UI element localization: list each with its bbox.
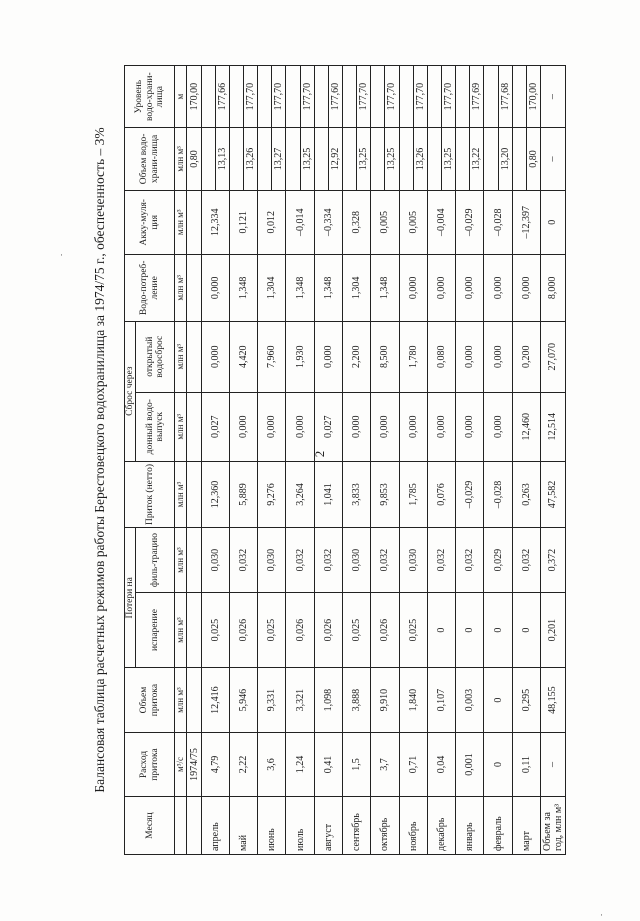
cell-bottom: 0,000 [371, 392, 399, 461]
cell-inflow: 3,888 [342, 668, 370, 732]
cell-spill: 2,200 [342, 321, 370, 392]
month-name: май [229, 797, 257, 855]
cell-net: 0,263 [512, 461, 540, 528]
total-inflow: 48,155 [540, 668, 565, 732]
unit-flow: м³/с [175, 732, 187, 796]
cell-spill: 4,420 [229, 321, 257, 392]
cell-level: 170,00 [526, 66, 540, 128]
cell-inflow: 12,416 [201, 668, 229, 732]
header-bottom-outlet: донный водо-выпуск [136, 392, 175, 461]
cell-filt: 0,030 [258, 528, 286, 592]
cell-evap: 0,026 [314, 592, 342, 668]
initial-volume: 0,80 [187, 128, 201, 190]
cell-vol-blank [258, 128, 272, 190]
cell-level: 177,69 [470, 66, 484, 128]
cell-inflow: 9,331 [258, 668, 286, 732]
cell-level-blank [229, 66, 243, 128]
initial-level: 170,00 [187, 66, 201, 128]
cell-bottom: 0,000 [258, 392, 286, 461]
month-row [229, 66, 243, 855]
month-row [456, 66, 470, 855]
total-level: – [540, 66, 565, 128]
cell-inflow: 0,003 [456, 668, 484, 732]
cell-vol: 13,20 [498, 128, 512, 190]
month-name: июль [286, 797, 314, 855]
month-name: август [314, 797, 342, 855]
cell-spill: 0,000 [456, 321, 484, 392]
total-spill: 27,070 [540, 321, 565, 392]
cell-flow: 3,6 [258, 732, 286, 796]
cell-bottom: 0,000 [427, 392, 455, 461]
cell-vol-blank [484, 128, 498, 190]
cell-level: 177,70 [244, 66, 258, 128]
cell-level-blank [399, 66, 413, 128]
cell-net: 1,785 [399, 461, 427, 528]
cell-inflow: 5,946 [229, 668, 257, 732]
cell-vol: 13,25 [357, 128, 371, 190]
cell-level: 177,70 [272, 66, 286, 128]
cell-filt: 0,030 [399, 528, 427, 592]
cell-accum: 0,121 [229, 190, 257, 254]
cell-filt: 0,032 [456, 528, 484, 592]
cell-filt: 0,032 [314, 528, 342, 592]
header-inflow-volume: Объем притока [125, 668, 175, 732]
cell-accum: 0,005 [399, 190, 427, 254]
cell-level: 177,70 [300, 66, 314, 128]
cell-level-blank [512, 66, 526, 128]
cell-level: 177,70 [413, 66, 427, 128]
total-filt: 0,372 [540, 528, 565, 592]
cell-level-blank [342, 66, 356, 128]
unit-volume: млн м³ [175, 128, 187, 190]
cell-vol-blank [286, 128, 300, 190]
cell-accum: –0,014 [286, 190, 314, 254]
cell-spill: 0,000 [201, 321, 229, 392]
cell-vol: 13,25 [300, 128, 314, 190]
header-net-inflow: Приток (нетто) [125, 461, 175, 528]
unit-month-blank [175, 797, 187, 855]
cell-accum: –0,004 [427, 190, 455, 254]
cell-evap: 0 [456, 592, 484, 668]
total-label: Объем за год, млн м³ [540, 797, 565, 855]
cell-vol: 0,80 [526, 128, 540, 190]
header-reservoir-level: Уровень водо-храни-лища [125, 66, 175, 128]
month-row [286, 66, 300, 855]
cell-inflow: 1,840 [399, 668, 427, 732]
cell-accum: –0,334 [314, 190, 342, 254]
cell-cons: 0,000 [512, 254, 540, 321]
cell-vol-blank [399, 128, 413, 190]
cell-accum: 0,005 [371, 190, 399, 254]
cell-level-blank [201, 66, 215, 128]
cell-level-blank [314, 66, 328, 128]
cell-cons: 1,348 [371, 254, 399, 321]
cell-level: 177,68 [498, 66, 512, 128]
cell-evap: 0,025 [258, 592, 286, 668]
total-net: 47,582 [540, 461, 565, 528]
cell-net: 0,076 [427, 461, 455, 528]
cell-cons: 1,348 [314, 254, 342, 321]
cell-flow: 1,5 [342, 732, 370, 796]
cell-filt: 0,032 [229, 528, 257, 592]
cell-accum: 0,328 [342, 190, 370, 254]
month-row [484, 66, 498, 855]
cell-flow: 0,71 [399, 732, 427, 796]
total-cons: 8,000 [540, 254, 565, 321]
cell-evap: 0,025 [399, 592, 427, 668]
cell-vol-blank [342, 128, 356, 190]
units-row [175, 66, 187, 855]
cell-evap: 0 [427, 592, 455, 668]
initial-row [187, 66, 201, 855]
unit-evap: млн м³ [175, 592, 187, 668]
cell-flow: 0,41 [314, 732, 342, 796]
cell-net: 5,889 [229, 461, 257, 528]
cell-cons: 1,348 [229, 254, 257, 321]
cell-accum: 0,012 [258, 190, 286, 254]
cell-cons: 0,000 [456, 254, 484, 321]
month-row [258, 66, 272, 855]
total-row [540, 66, 565, 855]
cell-net: 9,276 [258, 461, 286, 528]
cell-bottom: 0,027 [314, 392, 342, 461]
unit-accum: млн м³ [175, 190, 187, 254]
cell-filt: 0,029 [484, 528, 512, 592]
month-name: февраль [484, 797, 512, 855]
cell-vol-blank [229, 128, 243, 190]
unit-cons: млн м³ [175, 254, 187, 321]
cell-spill: 0,080 [427, 321, 455, 392]
unit-filt: млн м³ [175, 528, 187, 592]
total-flow: – [540, 732, 565, 796]
month-row [399, 66, 413, 855]
page-number: 2 [312, 450, 327, 458]
cell-evap: 0,026 [229, 592, 257, 668]
balance-table [124, 65, 566, 855]
unit-inflow: млн м³ [175, 668, 187, 732]
unit-net: млн м³ [175, 461, 187, 528]
cell-level-blank [456, 66, 470, 128]
cell-flow: 0 [484, 732, 512, 796]
header-filtration: филь-трацию [136, 528, 175, 592]
cell-bottom: 0,027 [201, 392, 229, 461]
cell-net: –0,028 [484, 461, 512, 528]
cell-bottom: 12,460 [512, 392, 540, 461]
cell-evap: 0,026 [286, 592, 314, 668]
rotated-table-block [90, 65, 564, 855]
header-evaporation: испарение [136, 592, 175, 668]
header-flow: Расход притока [125, 732, 175, 796]
cell-level-blank [371, 66, 385, 128]
total-evap: 0,201 [540, 592, 565, 668]
cell-vol-blank [456, 128, 470, 190]
header-reservoir-volume: Объем водо-храни-лища [125, 128, 175, 190]
cell-evap: 0,025 [201, 592, 229, 668]
cell-vol-blank [371, 128, 385, 190]
month-name: декабрь [427, 797, 455, 855]
cell-bottom: 0,000 [286, 392, 314, 461]
cell-vol-blank [427, 128, 441, 190]
cell-inflow: 0,295 [512, 668, 540, 732]
cell-bottom: 0,000 [484, 392, 512, 461]
cell-vol-blank [512, 128, 526, 190]
cell-net: 3,264 [286, 461, 314, 528]
cell-net: 3,833 [342, 461, 370, 528]
cell-evap: 0,025 [342, 592, 370, 668]
month-name: март [512, 797, 540, 855]
cell-accum: –12,397 [512, 190, 540, 254]
scan-mark: · [600, 910, 603, 920]
cell-level-blank [258, 66, 272, 128]
cell-vol: 12,92 [328, 128, 342, 190]
month-name: октябрь [371, 797, 399, 855]
month-row [314, 66, 328, 855]
unit-spill: млн м³ [175, 321, 187, 392]
cell-evap: 0 [512, 592, 540, 668]
cell-filt: 0,030 [201, 528, 229, 592]
cell-spill: 1,930 [286, 321, 314, 392]
header-losses-group: Потери на [125, 528, 136, 668]
cell-flow: 0,001 [456, 732, 484, 796]
cell-flow: 1,24 [286, 732, 314, 796]
cell-level: 177,70 [357, 66, 371, 128]
cell-vol: 13,26 [413, 128, 427, 190]
cell-spill: 8,500 [371, 321, 399, 392]
header-accumulation: Акку-муля-ция [125, 190, 175, 254]
cell-inflow: 9,910 [371, 668, 399, 732]
scan-mark: · [60, 250, 63, 260]
cell-vol-blank [314, 128, 328, 190]
cell-accum: –0,028 [484, 190, 512, 254]
cell-flow: 2,22 [229, 732, 257, 796]
header-consumption: Водо-потреб-ление [125, 254, 175, 321]
header-discharge-group: Сброс через [125, 321, 136, 461]
cell-flow: 3,7 [371, 732, 399, 796]
cell-spill: 7,960 [258, 321, 286, 392]
cell-flow: 4,79 [201, 732, 229, 796]
cell-net: 9,853 [371, 461, 399, 528]
month-name: январь [456, 797, 484, 855]
month-row [427, 66, 441, 855]
unit-bottom: млн м³ [175, 392, 187, 461]
cell-inflow: 1,098 [314, 668, 342, 732]
cell-filt: 0,030 [342, 528, 370, 592]
cell-cons: 0,000 [484, 254, 512, 321]
cell-spill: 1,780 [399, 321, 427, 392]
cell-filt: 0,032 [512, 528, 540, 592]
cell-vol: 13,26 [244, 128, 258, 190]
cell-level-blank [286, 66, 300, 128]
month-name: июнь [258, 797, 286, 855]
cell-inflow: 0,107 [427, 668, 455, 732]
table-caption: Балансовая таблица расчетных режимов работы Берестовецкого водохранилища за 1974/75 г., обеспеченность – 3% [92, 127, 107, 793]
cell-bottom: 0,000 [456, 392, 484, 461]
cell-inflow: 0 [484, 668, 512, 732]
cell-net: –0,029 [456, 461, 484, 528]
cell-spill: 0,000 [484, 321, 512, 392]
cell-level: 177,70 [385, 66, 399, 128]
cell-filt: 0,032 [427, 528, 455, 592]
cell-accum: –0,029 [456, 190, 484, 254]
cell-filt: 0,032 [286, 528, 314, 592]
cell-level-blank [427, 66, 441, 128]
unit-level: м [175, 66, 187, 128]
cell-level-blank [484, 66, 498, 128]
cell-spill: 0,000 [314, 321, 342, 392]
total-accum: 0 [540, 190, 565, 254]
cell-vol: 13,22 [470, 128, 484, 190]
cell-evap: 0 [484, 592, 512, 668]
cell-filt: 0,032 [371, 528, 399, 592]
header-spillway: открытый водосброс [136, 321, 175, 392]
cell-bottom: 0,000 [342, 392, 370, 461]
cell-spill: 0,200 [512, 321, 540, 392]
cell-bottom: 0,000 [229, 392, 257, 461]
table-body [187, 66, 566, 855]
cell-cons: 1,348 [286, 254, 314, 321]
cell-vol: 13,25 [441, 128, 455, 190]
cell-net: 12,360 [201, 461, 229, 528]
cell-cons: 1,304 [258, 254, 286, 321]
cell-vol: 13,25 [385, 128, 399, 190]
cell-accum: 12,334 [201, 190, 229, 254]
header-month: Месяц [125, 797, 175, 855]
month-name: апрель [201, 797, 229, 855]
cell-vol: 13,27 [272, 128, 286, 190]
month-row [342, 66, 356, 855]
cell-inflow: 3,321 [286, 668, 314, 732]
cell-bottom: 0,000 [399, 392, 427, 461]
total-bottom: 12,514 [540, 392, 565, 461]
cell-level: 177,70 [441, 66, 455, 128]
cell-evap: 0,026 [371, 592, 399, 668]
total-vol: – [540, 128, 565, 190]
cell-flow: 0,11 [512, 732, 540, 796]
month-name: сентябрь [342, 797, 370, 855]
cell-cons: 0,000 [201, 254, 229, 321]
month-name: ноябрь [399, 797, 427, 855]
cell-level: 177,66 [215, 66, 229, 128]
cell-vol: 13,13 [215, 128, 229, 190]
cell-net: 1,041 [314, 461, 342, 528]
month-row [201, 66, 215, 855]
month-row [512, 66, 526, 855]
year-label: 1974/75 [187, 732, 201, 796]
cell-vol-blank [201, 128, 215, 190]
month-row [371, 66, 385, 855]
cell-level: 177,60 [328, 66, 342, 128]
cell-flow: 0,04 [427, 732, 455, 796]
initial-month-blank [187, 797, 201, 855]
cell-cons: 0,000 [427, 254, 455, 321]
cell-cons: 0,000 [399, 254, 427, 321]
cell-cons: 1,304 [342, 254, 370, 321]
